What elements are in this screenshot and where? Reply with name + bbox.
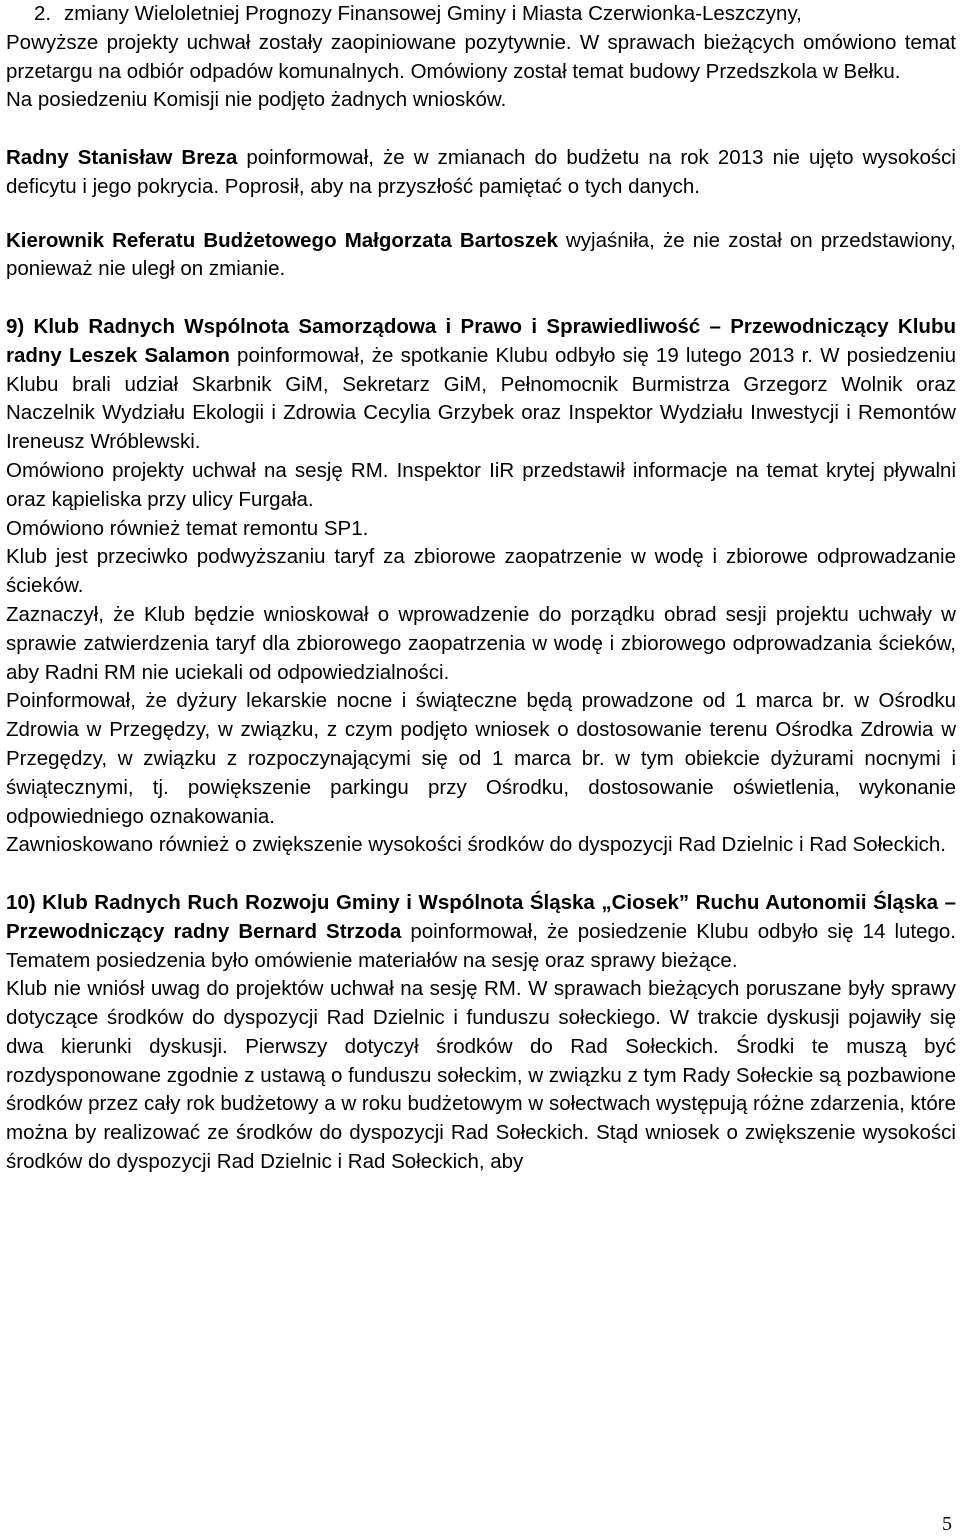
section-9-paragraph: Klub jest przeciwko podwyższaniu taryf za zbiorowe zaopatrzenie w wodę i zbiorowe odprowadzanie ścieków. bbox=[6, 545, 956, 598]
section-9-paragraph: Omówiono projekty uchwał na sesję RM. Inspektor IiR przedstawił informacje na temat krytej pływalni oraz kąpieliska przy ulicy Furgała. bbox=[6, 458, 956, 511]
section-9-lead-text: poinformował, że spotkanie Klubu odbyło się 19 lutego 2013 r. W posiedzeniu Klubu brali udział Skarbnik GiM, Sekretarz GiM, Pełnomocnik Burmistrza Grzegorz Wolnik oraz Naczelnik Wydziału Ekologii i Zdrowia Cecylia Grzybek oraz Inspektor Wydziału Inwestycji i Remontów Ireneusz Wróblewski. bbox=[6, 343, 956, 454]
section-10-heading: 10) Klub Radnych Ruch Rozwoju Gminy i Wspólnota Śląska „Ciosek” Ruchu Autonomii Śląska – Przewodniczący radny Bernard Strzoda bbox=[6, 890, 956, 943]
section-9-lead bbox=[6, 313, 956, 457]
section-10-lead bbox=[6, 889, 956, 975]
list-item bbox=[6, 0, 956, 29]
section-9-paragraph: Omówiono również temat remontu SP1. bbox=[6, 516, 369, 540]
section-9-paragraph: Poinformował, że dyżury lekarskie nocne i świąteczne będą prowadzone od 1 marca br. w Ośrodku Zdrowia w Przegędzy, w związku, z czym podjęto wniosek o dostosowanie terenu Ośrodka Zdrowia w Przegędzy, w związku z rozpoczynającymi się od 1 marca br. w tym obiekcie dyżurami nocnymi i świątecznymi, tj. powiększenie parkingu przy Ośrodku, dostosowanie oświetlenia, wykonanie odpowiedniego oznakowania. bbox=[6, 689, 956, 828]
breza-text: poinformował, że w zmianach do budżetu na rok 2013 nie ujęto wysokości deficytu i jego pokrycia. Poprosił, aby na przyszłość pamiętać o tych danych. bbox=[6, 145, 956, 198]
list-item-number: 2. bbox=[34, 2, 52, 25]
section-9-heading: 9) Klub Radnych Wspólnota Samorządowa i Prawo i Sprawiedliwość – Przewodniczący Klubu radny Leszek Salamon bbox=[6, 314, 956, 367]
list-item-text: zmiany Wieloletniej Prognozy Finansowej Gminy i Miasta Czerwionka-Leszczyny, bbox=[64, 2, 802, 25]
intro-no-motions: Na posiedzeniu Komisji nie podjęto żadnych wniosków. bbox=[6, 88, 507, 112]
bartoszek-text: wyjaśniła, że nie został on przedstawiony, ponieważ nie uległ on zmianie. bbox=[6, 228, 956, 281]
intro-paragraph: Powyższe projekty uchwał zostały zaopiniowane pozytywnie. W sprawach bieżących omówiono temat przetargu na odbiór odpadów komunalnych. Omówiony został temat budowy Przedszkola w Bełku. bbox=[6, 30, 956, 83]
section-9-paragraph: Zawnioskowano również o zwiększenie wysokości środków do dyspozycji Rad Dzielnic i Rad Sołeckich. bbox=[6, 833, 946, 857]
section-10-paragraph: Klub nie wniósł uwag do projektów uchwał na sesję RM. W sprawach bieżących poruszane były sprawy dotyczące środków do dyspozycji Rad Dzielnic i funduszu sołeckiego. W trakcie dyskusji pojawiły się dwa kierunki dyskusji. Pierwszy dotyczył środków do Rad Sołeckich. Środki te muszą być rozdysponowane zgodnie z ustawą o funduszu sołeckim, w związku z tym Rady Sołeckie są pozbawione środków przez cały rok budżetowy a w roku budżetowym w sołectwach występują różne zdarzenia, które można by realizować ze środków do dyspozycji Rad Sołeckich. Stąd wniosek o zwiększenie wysokości środków do dyspozycji Rad Dzielnic i Rad Sołeckich, aby bbox=[6, 977, 956, 1174]
section-9-paragraph: Zaznaczył, że Klub będzie wnioskował o wprowadzenie do porządku obrad sesji projektu uchwały w sprawie zatwierdzenia taryf dla zbiorowego zaopatrzenia w wodę i zbiorowego odprowadzania ścieków, aby Radni RM nie uciekali od odpowiedzialności. bbox=[6, 602, 956, 684]
document-page bbox=[6, 0, 956, 1177]
section-10-lead-text: poinformował, że posiedzenie Klubu odbyło się 14 lutego. Tematem posiedzenia było omówienie materiałów na sesję oraz sprawy bieżące. bbox=[6, 919, 956, 972]
page-number: 5 bbox=[942, 1513, 952, 1535]
breza-paragraph bbox=[6, 144, 956, 202]
bartoszek-paragraph bbox=[6, 227, 956, 285]
speaker-name: Radny Stanisław Breza bbox=[6, 145, 238, 169]
speaker-name: Kierownik Referatu Budżetowego Małgorzata Bartoszek bbox=[6, 228, 558, 252]
